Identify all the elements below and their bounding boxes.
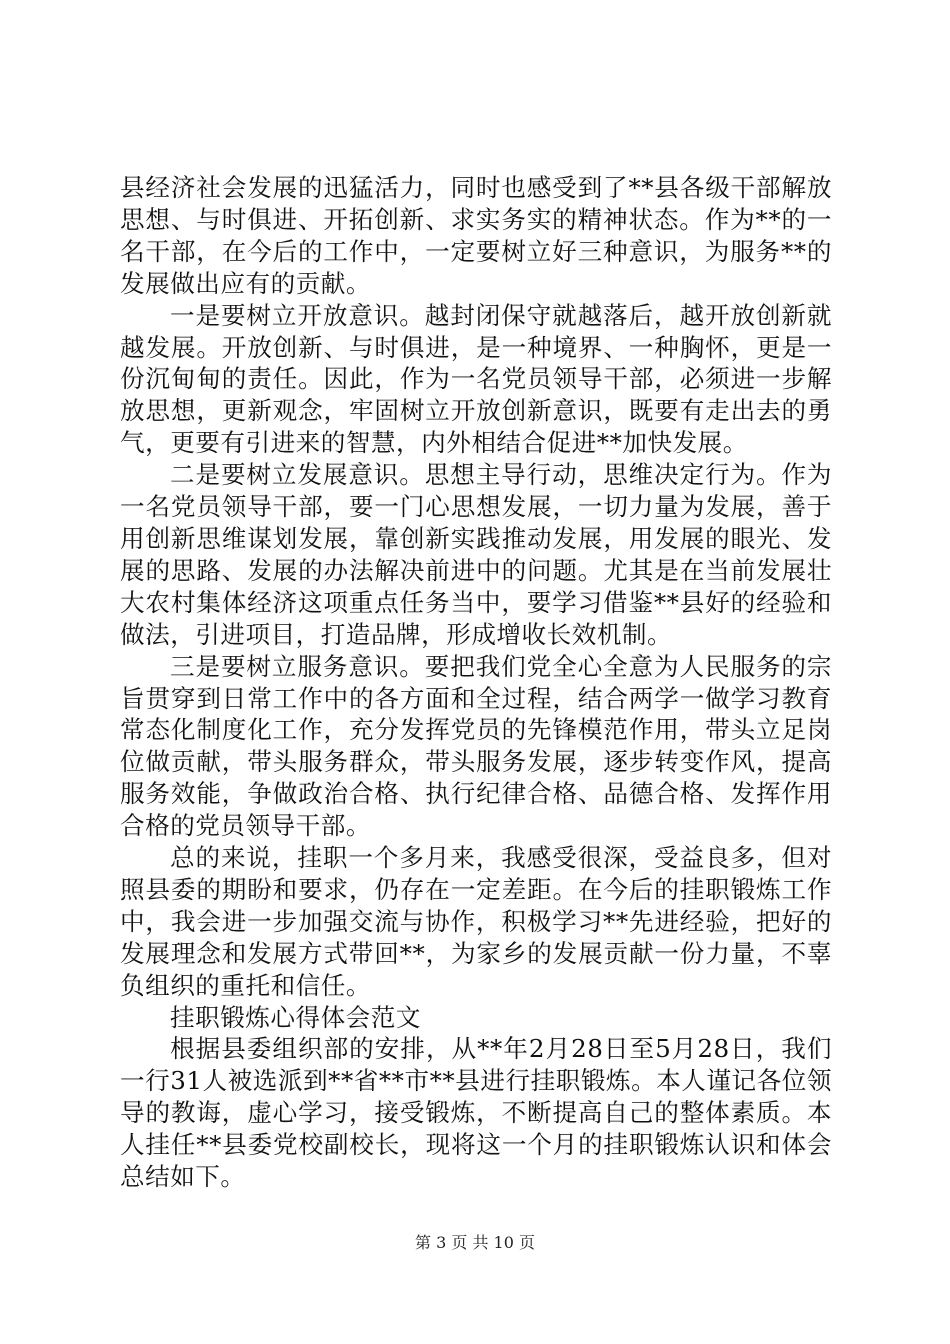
section-heading: 挂职锻炼心得体会范文: [170, 1002, 421, 1032]
paragraph-summary: 总的来说，挂职一个多月来，我感受很深，受益良多，但对照县委的期盼和要求，仍存在一定差距。在今后的挂职锻炼工作中，我会进一步加强交流与协作，积极学习**先进经验，把好的发展理念和发展方式带回**，为家乡的发展贡献一份力量，不辜负组织的重托和信任。: [120, 843, 832, 1000]
paragraph-new-section: 根据县委组织部的安排，从**年2月28日至5月28日，我们一行31人被选派到**省**市**县进行挂职锻炼。本人谨记各位领导的教诲，虚心学习，接受锻炼，不断提高自己的整体素质。本人挂任**县委党校副校长，现将这一个月的挂职锻炼认识和体会总结如下。: [120, 1034, 832, 1192]
page-number-footer: 第 3 页 共 10 页: [415, 1233, 535, 1252]
paragraph-intro: 县经济社会发展的迅猛活力，同时也感受到了**县各级干部解放思想、与时俱进、开拓创新、求实务实的精神状态。作为**的一名干部，在今后的工作中，一定要树立好三种意识，为服务**的发展做出应有的贡献。: [120, 173, 832, 298]
paragraph-service-awareness: 三是要树立服务意识。要把我们党全心全意为人民服务的宗旨贯穿到日常工作中的各方面和全过程，结合两学一做学习教育常态化制度化工作，充分发挥党员的先锋模范作用，带头立足岗位做贡献，带头服务群众，带头服务发展，逐步转变作风，提高服务效能，争做政治合格、执行纪律合格、品德合格、发挥作用合格的党员领导干部。: [120, 651, 832, 841]
document-body: [120, 172, 832, 1193]
paragraph-development-awareness: 二是要树立发展意识。思想主导行动，思维决定行为。作为一名党员领导干部，要一门心思想发展，一切力量为发展，善于用创新思维谋划发展，靠创新实践推动发展，用发展的眼光、发展的思路、发展的办法解决前进中的问题。尤其是在当前发展壮大农村集体经济这项重点任务当中，要学习借鉴**县好的经验和做法，引进项目，打造品牌，形成增收长效机制。: [120, 460, 832, 649]
paragraph-openness-awareness: 一是要树立开放意识。越封闭保守就越落后，越开放创新就越发展。开放创新、与时俱进，是一种境界、一种胸怀，更是一份沉甸甸的责任。因此，作为一名党员领导干部，必须进一步解放思想，更新观念，牢固树立开放创新意识，既要有走出去的勇气，更要有引进来的智慧，内外相结合促进**加快发展。: [120, 300, 832, 458]
